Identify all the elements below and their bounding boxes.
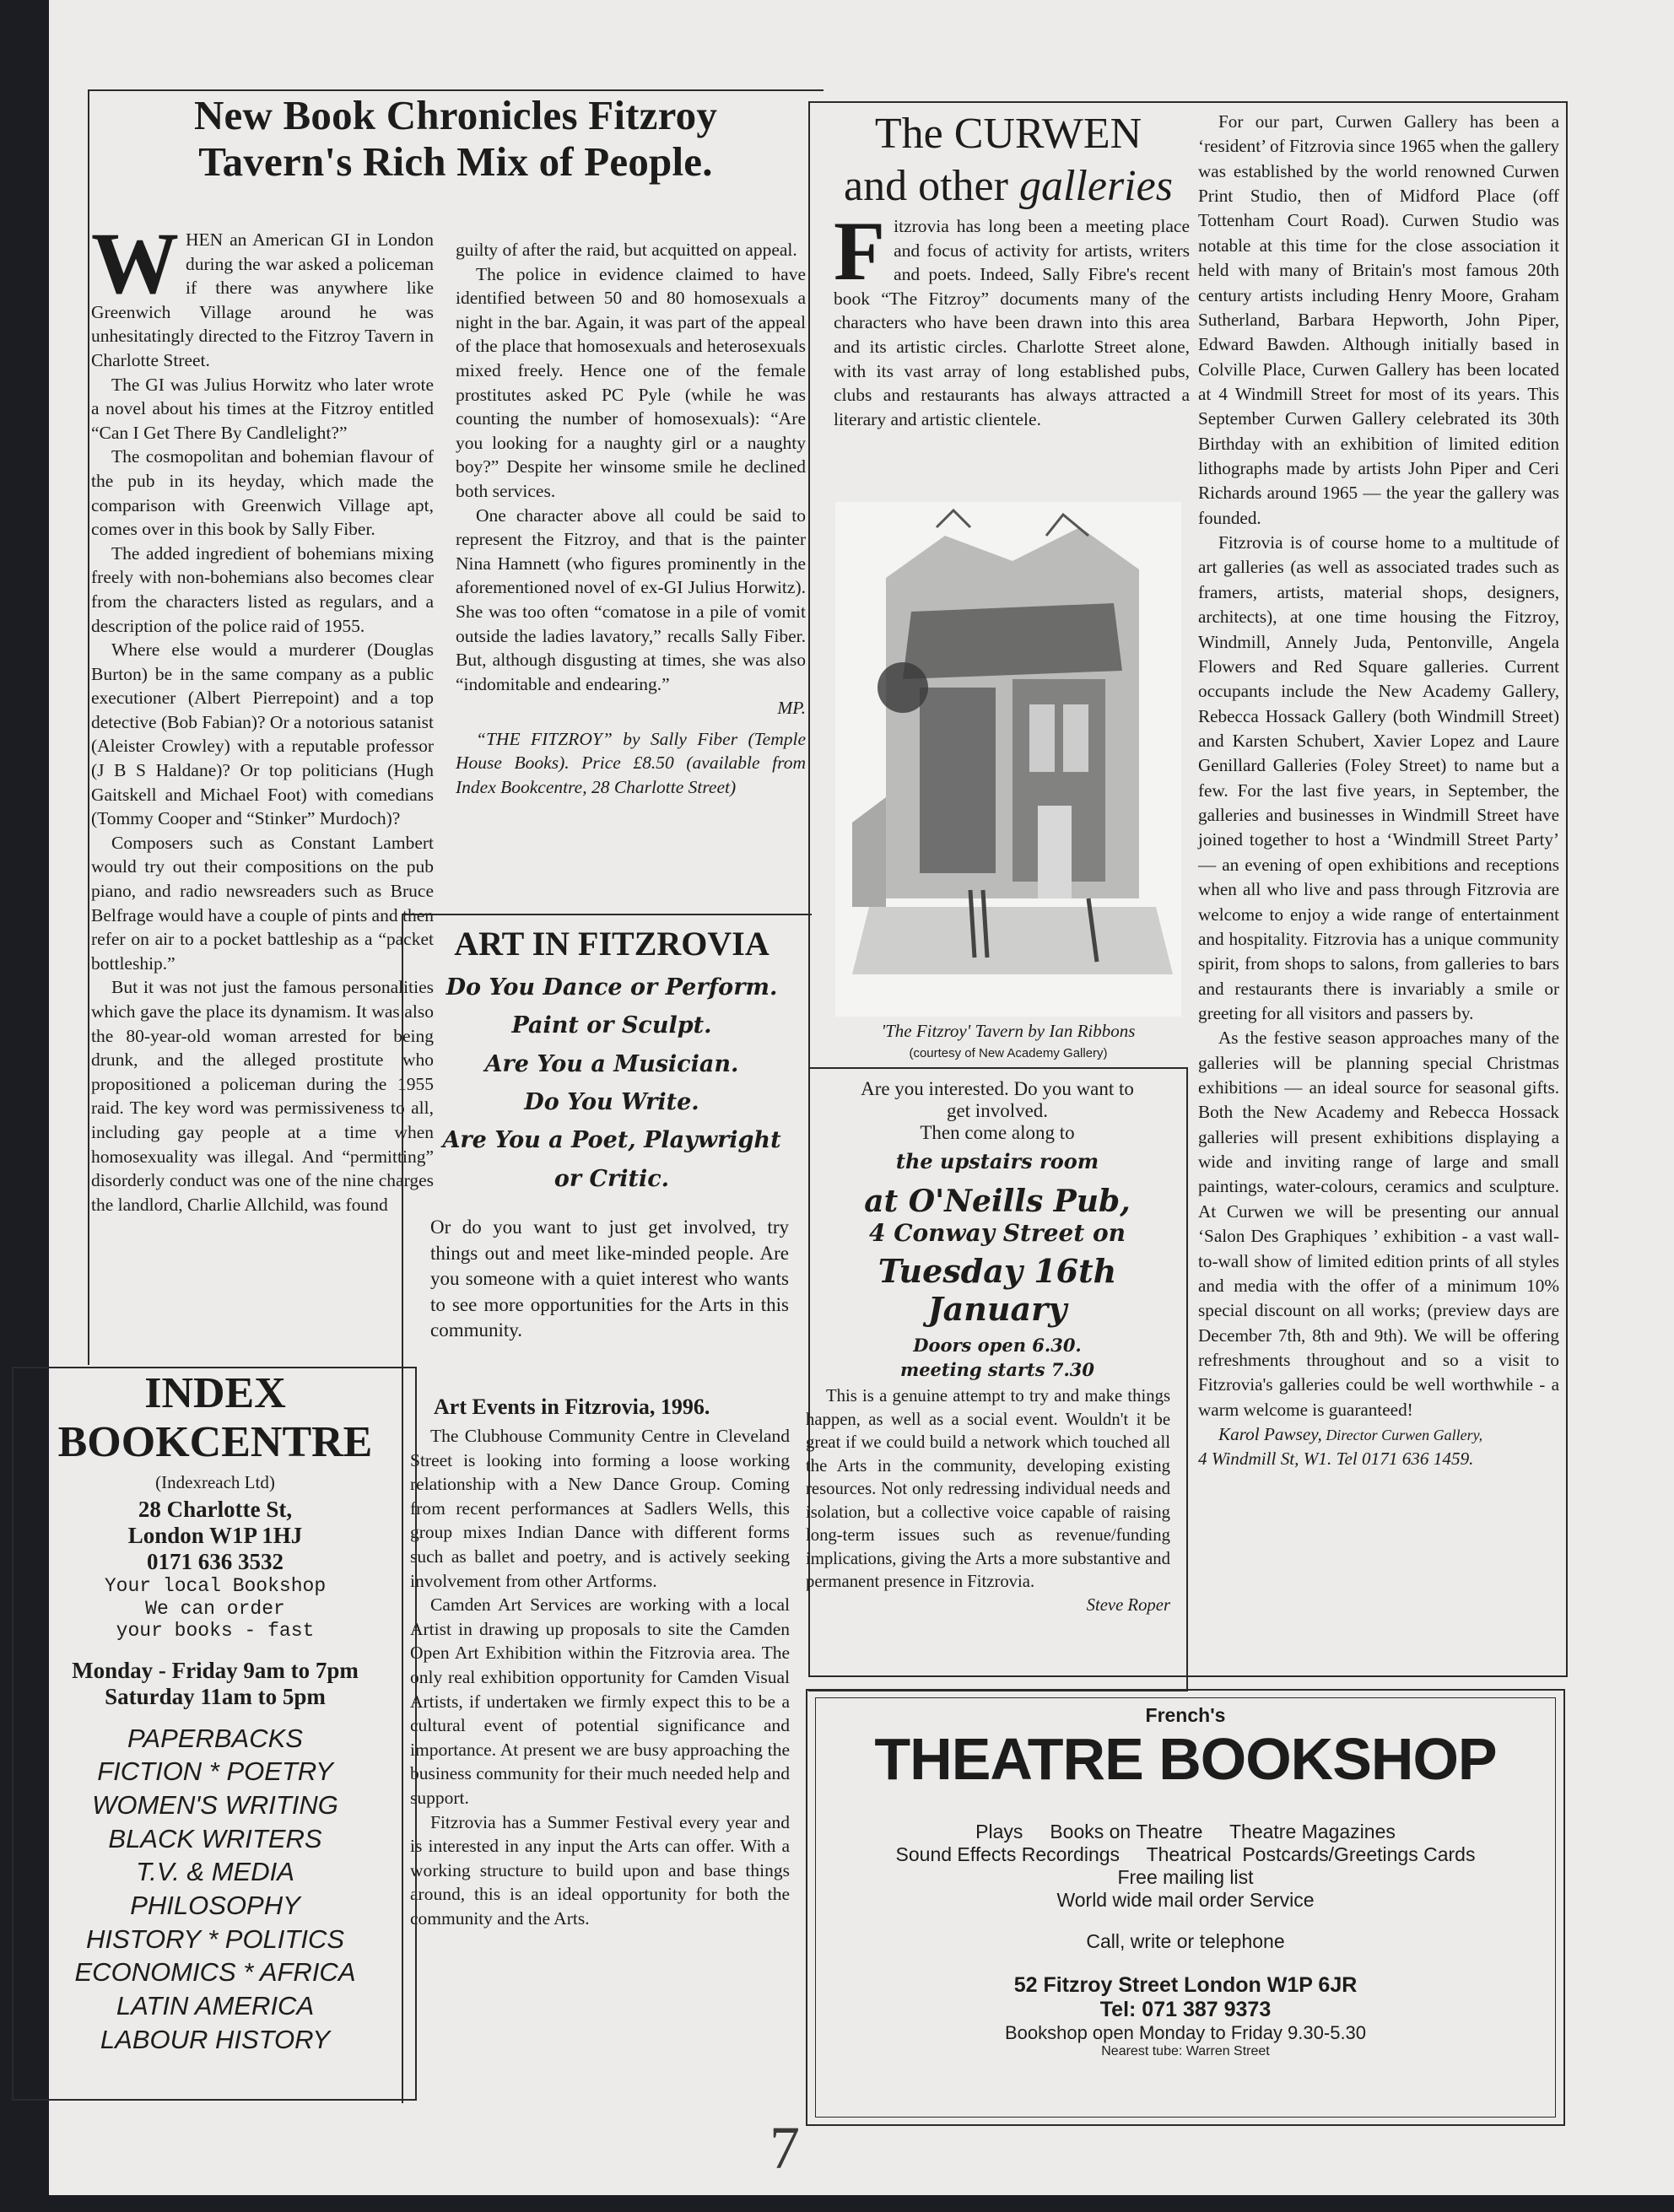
notice-line: Tuesday 16th January	[878, 1252, 1117, 1328]
oneills-body	[806, 1385, 1170, 1617]
fitzroy-headline	[110, 93, 802, 186]
oneills-signature: Steve Roper	[1086, 1595, 1170, 1615]
fitzroy-dropcap: W	[91, 215, 179, 312]
theatre-prefix: French's	[1145, 1704, 1226, 1726]
script-line: Are You a Poet, Playwright	[442, 1127, 781, 1154]
oneills-body-text: This is a genuine attempt to try and make things happen, as well as a social event. Wouldn't it be great if we could build a network which touched all the Arts in the community, developing existing resources. Not only redressing individual needs and isolation, but a collective voice capable of raising long-term issues such as revenue/funding implications, giving the Arts a more substantive and permanent presence in Fitzrovia.	[806, 1387, 1170, 1592]
headline-line2: Tavern's Rich Mix of People.	[198, 138, 713, 185]
fitzroy-paragraph: The cosmopolitan and bohemian flavour of the pub in its heyday, which made the comparison with Greenwich Village apt, comes over in this book by Sally Fiber.	[91, 446, 434, 540]
script-line: Do You Write.	[524, 1089, 699, 1116]
fitzroy-paragraph: Composers such as Constant Lambert would try out their compositions on the pub piano, and radio newsreaders such as Bruce Belfrage would have a couple of pints and then refer on air to a pocket battleship as a “packet bottleship.”	[91, 832, 434, 974]
curwen-title-plain: and other	[844, 162, 1019, 211]
index-phone: 0171 636 3532	[147, 1549, 284, 1575]
signoff-name: Karol Pawsey,	[1218, 1424, 1322, 1445]
illustration-caption: 'The Fitzroy' Tavern by Ian Ribbons	[881, 1021, 1136, 1041]
category-item: BLACK WRITERS	[108, 1823, 322, 1853]
script-line: Paint or Sculpt.	[511, 1012, 712, 1039]
category-item: ECONOMICS * AFRICA	[74, 1957, 356, 1988]
fitzroy-paragraph: The GI was Julius Horwitz who later wrote a novel about his times at the Fitzroy entitled “Can I Get There By Candlelight?”	[91, 374, 434, 443]
theatre-line: Free mailing list	[1117, 1866, 1254, 1888]
index-tagline-1: Your local Bookshop	[104, 1575, 327, 1598]
fitzroy-paragraph: Where else would a murderer (Douglas Burton) be in the same company as a public executioner (Albert Pierrepoint) and a top detective (Bob Fabian)? Or a notorious satanist (Aleister Crowley) with a reputable professor (J B S Haldane)? Or top politicians (Hugh Gaitskell and Michael Foot) with comedians (Tommy Cooper and “Stinker” Murdoch)?	[91, 639, 435, 829]
theatre-address: 52 Fitzroy Street London W1P 6JR	[1013, 1973, 1358, 1997]
fitzroy-paragraph: The added ingredient of bohemians mixing freely with non-bohemians also becomes clear from the characters listed as regulars, and a description of the police raid of 1955.	[91, 542, 434, 636]
theatre-line: World wide mail order Service	[1056, 1889, 1315, 1911]
category-item: LABOUR HISTORY	[100, 2024, 331, 2054]
category-item: FICTION * POETRY	[97, 1756, 333, 1787]
curwen-paragraph: For our part, Curwen Gallery has been a ‘resident’ of Fitzrovia since 1965 when the gallery was established by the world renowned Curwen Print Studio, then of Midford Place (off Tottenham Court Road). Curwen Studio was notable at this time for the close association it held with many of Britain's most famous 20th century artists including Henry Moore, Graham Sutherland, Barbara Hepworth, John Piper, Edward Bawden. Although initially based in Colville Place, Curwen Gallery has been located at 4 Windmill Street for most of its years. This September Curwen Gallery celebrated its 30th Birthday with an exhibition of limited edition lithographs made by artists John Piper and Ceri Richards around 1965 — the year the gallery was founded.	[1198, 111, 1559, 528]
illustration-credit: (courtesy of New Academy Gallery)	[909, 1046, 1108, 1060]
art-events-column	[410, 1424, 790, 1930]
index-hours-2: Saturday 11am to 5pm	[105, 1683, 326, 1709]
curwen-signoff	[1198, 1422, 1559, 1447]
fitzroy-column-2	[456, 238, 806, 800]
category-item: PAPERBACKS	[127, 1723, 303, 1753]
curwen-paragraph: As the festive season approaches many of the galleries will be planning special Christmas exhibitions — an ideal source for seasonal gifts. Both the New Academy and Rebecca Hossack galleries will present exhibitions displaying a wide and inviting range of large and small paintings, water-colours, ceramics and sculpture. At Curwen we will be presenting our annual ‘Salon Des Graphiques ’ exhibition - a vast wall-to-wall show of limited edition prints of all styles and media with the offer of a minimum 10% special discount on all works; (preview days are December 7th, 8th and 9th). We will be offering refreshments throughout and so a visit to Fitzrovia's galleries could be well worthwhile - a warm welcome is guaranteed!	[1198, 1028, 1559, 1420]
signoff-role: Director Curwen Gallery,	[1321, 1427, 1483, 1444]
art-intro	[430, 1215, 789, 1344]
curwen-title	[823, 108, 1194, 213]
art-events-heading: Art Events in Fitzrovia, 1996.	[434, 1395, 710, 1419]
fitzroy-signature: MP.	[777, 698, 806, 719]
script-line: Do You Dance or Perform.	[446, 974, 778, 1001]
curwen-intro	[834, 204, 1190, 431]
index-address-2: London W1P 1HJ	[127, 1523, 303, 1549]
index-address-1: 28 Charlotte St,	[138, 1497, 293, 1523]
curwen-right-column	[1198, 110, 1559, 1472]
fitzroy-paragraph: But it was not just the famous personalities which gave the place its dynamism. It was also the 80-year-old woman arrested for being drunk, and the alleged prostitute who propositioned a policeman during the 1955 raid. The key word was permissiveness to all, including gay people at a time when homosexuality was illegal. And “permitting” disorderly conduct was one of the nine charges the landlord, Charlie Allchild, was found	[91, 977, 434, 1215]
curwen-title-italic: galleries	[1018, 162, 1173, 211]
index-bookcentre-content	[17, 1369, 413, 2057]
notice-line: Are you interested. Do you want to	[861, 1078, 1134, 1099]
category-item: T.V. & MEDIA	[136, 1857, 294, 1887]
index-tagline-2: We can order	[145, 1597, 285, 1620]
fitzroy-paragraph: HEN an American GI in London during the war asked a policeman if there was anywhere like Greenwich Village around he was unhesitatingly directed to the Fitzroy Tavern in Charlotte Street.	[91, 229, 434, 370]
theatre-line: Sound Effects Recordings Theatrical Postcards/Greetings Cards	[895, 1843, 1476, 1865]
notice-line: Then come along to	[920, 1122, 1075, 1143]
fitzroy-book-credit: “THE FITZROY” by Sally Fiber (Temple House Books). Price £8.50 (available from Index Bookcentre, 28 Charlotte Street)	[456, 728, 806, 798]
curwen-paragraph: Fitzrovia is of course home to a multitude of art galleries (as well as associated trades such as framers, artists, material shops, designers, architects), at one time housing the Fitzroy, Windmill, Annely Juda, Pentonville, Angela Flowers and Red Square galleries. Current occupants include the New Academy Gallery, Rebecca Hossack Gallery (both Windmill Street) and Karsten Schubert, Xavier Lopez and Laure Genillard Galleries (Foley Street) to name but a few. For the last five years, in September, the galleries and businesses in Windmill Street have joined together to host a ‘Windmill Street Party’ — an evening of open exhibitions and receptions when all who live and pass through Fitzrovia are welcome to enjoy a wide range of entertainment and hospitality. Fitzrovia has a unique community spirit, from shops to salons, from galleries to bars and restaurants there is invariably a smile or greeting for all visitors and passers by.	[1198, 532, 1559, 1023]
curwen-intro-text: itzrovia has long been a meeting place and focus of activity for artists, writers and poets. Indeed, Sally Fibre's recent book “The Fitzroy” documents many of the characters who have been drawn into this area and its artistic circles. Charlotte Street alone, with its vast array of long established pubs, clubs and restaurants has always attracted a literary and artistic clientele.	[834, 216, 1190, 429]
fitzroy-paragraph: One character above all could be said to represent the Fitzroy, and that is the painter Nina Hamnett (who figures prominently in the aforementioned novel of ex-GI Julius Horwitz). She was too often “comatose in a pile of vomit outside the ladies lavatory,” recalls Sally Fiber. But, although disgusting at times, she was also “indomitable and endearing.”	[456, 504, 806, 694]
script-line: Are You a Musician.	[484, 1050, 739, 1077]
theatre-tube: Nearest tube: Warren Street	[1101, 2044, 1270, 2058]
notice-line: 4 Conway Street on	[868, 1219, 1126, 1247]
category-item: HISTORY * POLITICS	[85, 1923, 345, 1954]
notice-line: the upstairs room	[895, 1149, 1099, 1173]
page-number: 7	[770, 2114, 800, 2182]
curwen-dropcap: F	[834, 204, 886, 298]
theatre-name: THEATRE BOOKSHOP	[874, 1726, 1497, 1792]
notice-line: at O'Neills Pub,	[864, 1184, 1131, 1219]
events-paragraph: The Clubhouse Community Centre in Cleveland Street is looking into forming a loose working relationship with a New Dance Group. Coming from recent performances at Sadlers Wells, this group mixes Indian Dance with different forms such as ballet and poetry, and is actively seeking involvement from other Artforms.	[410, 1426, 790, 1591]
notice-line: get involved.	[946, 1100, 1049, 1121]
fitzroy-paragraph: The police in evidence claimed to have identified between 50 and 80 homosexuals a night in the bar. Again, it was part of the appeal of the place that homosexuals and heterosexuals mixed freely. Hence one of the female prostitutes asked PC Pyle (while he was counting the number of homosexuals): “Are you looking for a naughty girl or a naughty boy?” Despite her winsome smile he declined both services.	[456, 263, 806, 501]
art-script-block	[413, 968, 810, 1198]
script-line: or Critic.	[554, 1165, 670, 1192]
notice-line: meeting starts 7.30	[899, 1359, 1095, 1380]
category-item: LATIN AMERICA	[116, 1991, 315, 2021]
index-name-line1: INDEX	[144, 1369, 286, 1417]
index-tagline-3: your books - fast	[116, 1620, 315, 1643]
index-company: (Indexreach Ltd)	[155, 1472, 275, 1493]
index-hours-1: Monday - Friday 9am to 7pm	[72, 1657, 359, 1683]
theatre-line: Plays Books on Theatre Theatre Magazines	[975, 1821, 1396, 1842]
fitzroy-tavern-illustration	[835, 502, 1181, 1017]
index-categories	[17, 1722, 413, 2057]
signoff-address: 4 Windmill St, W1. Tel 0171 636 1459.	[1198, 1449, 1474, 1470]
theatre-bookshop-content	[818, 1704, 1552, 2059]
tavern-sketch	[835, 502, 1181, 1017]
events-paragraph: Camden Art Services are working with a local Artist in drawing up proposals to site the Camden Open Art Exhibition within the Fitzrovia area. The only real exhibition opportunity for Camden Visual Artists, if undertaken we firmly expect this to be a cultural event of potential significance and importance. At present we are busy approaching the business community for their much needed help and support.	[410, 1594, 790, 1808]
fitzroy-column-1	[91, 215, 435, 1217]
art-intro-text: Or do you want to just get involved, try things out and meet like-minded people. Are you someone with a quiet interest who wants to see more opportunities for the Arts in this community.	[430, 1217, 789, 1341]
fitzroy-paragraph: guilty of after the raid, but acquitted on appeal.	[456, 240, 797, 260]
theatre-hours: Bookshop open Monday to Friday 9.30-5.30	[1004, 2022, 1367, 2043]
events-paragraph: Fitzrovia has a Summer Festival every year and is interested in any input the Arts can offer. With a working structure to build upon and base things around, this is an ideal opportunity for both the community and the Arts.	[410, 1811, 790, 1929]
notice-line: Doors open 6.30.	[913, 1335, 1082, 1356]
headline-line1: New Book Chronicles Fitzroy	[193, 92, 718, 138]
category-item: PHILOSOPHY	[130, 1891, 300, 1921]
curwen-title-line1: The CURWEN	[874, 110, 1142, 158]
index-name-line2: BOOKCENTRE	[57, 1418, 373, 1467]
theatre-call: Call, write or telephone	[1086, 1930, 1285, 1952]
art-in-fitzrovia-title: ART IN FITZROVIA	[454, 925, 770, 963]
oneills-notice	[812, 1078, 1183, 1380]
theatre-tel: Tel: 071 387 9373	[1099, 1998, 1272, 2021]
category-item: WOMEN'S WRITING	[92, 1790, 338, 1821]
